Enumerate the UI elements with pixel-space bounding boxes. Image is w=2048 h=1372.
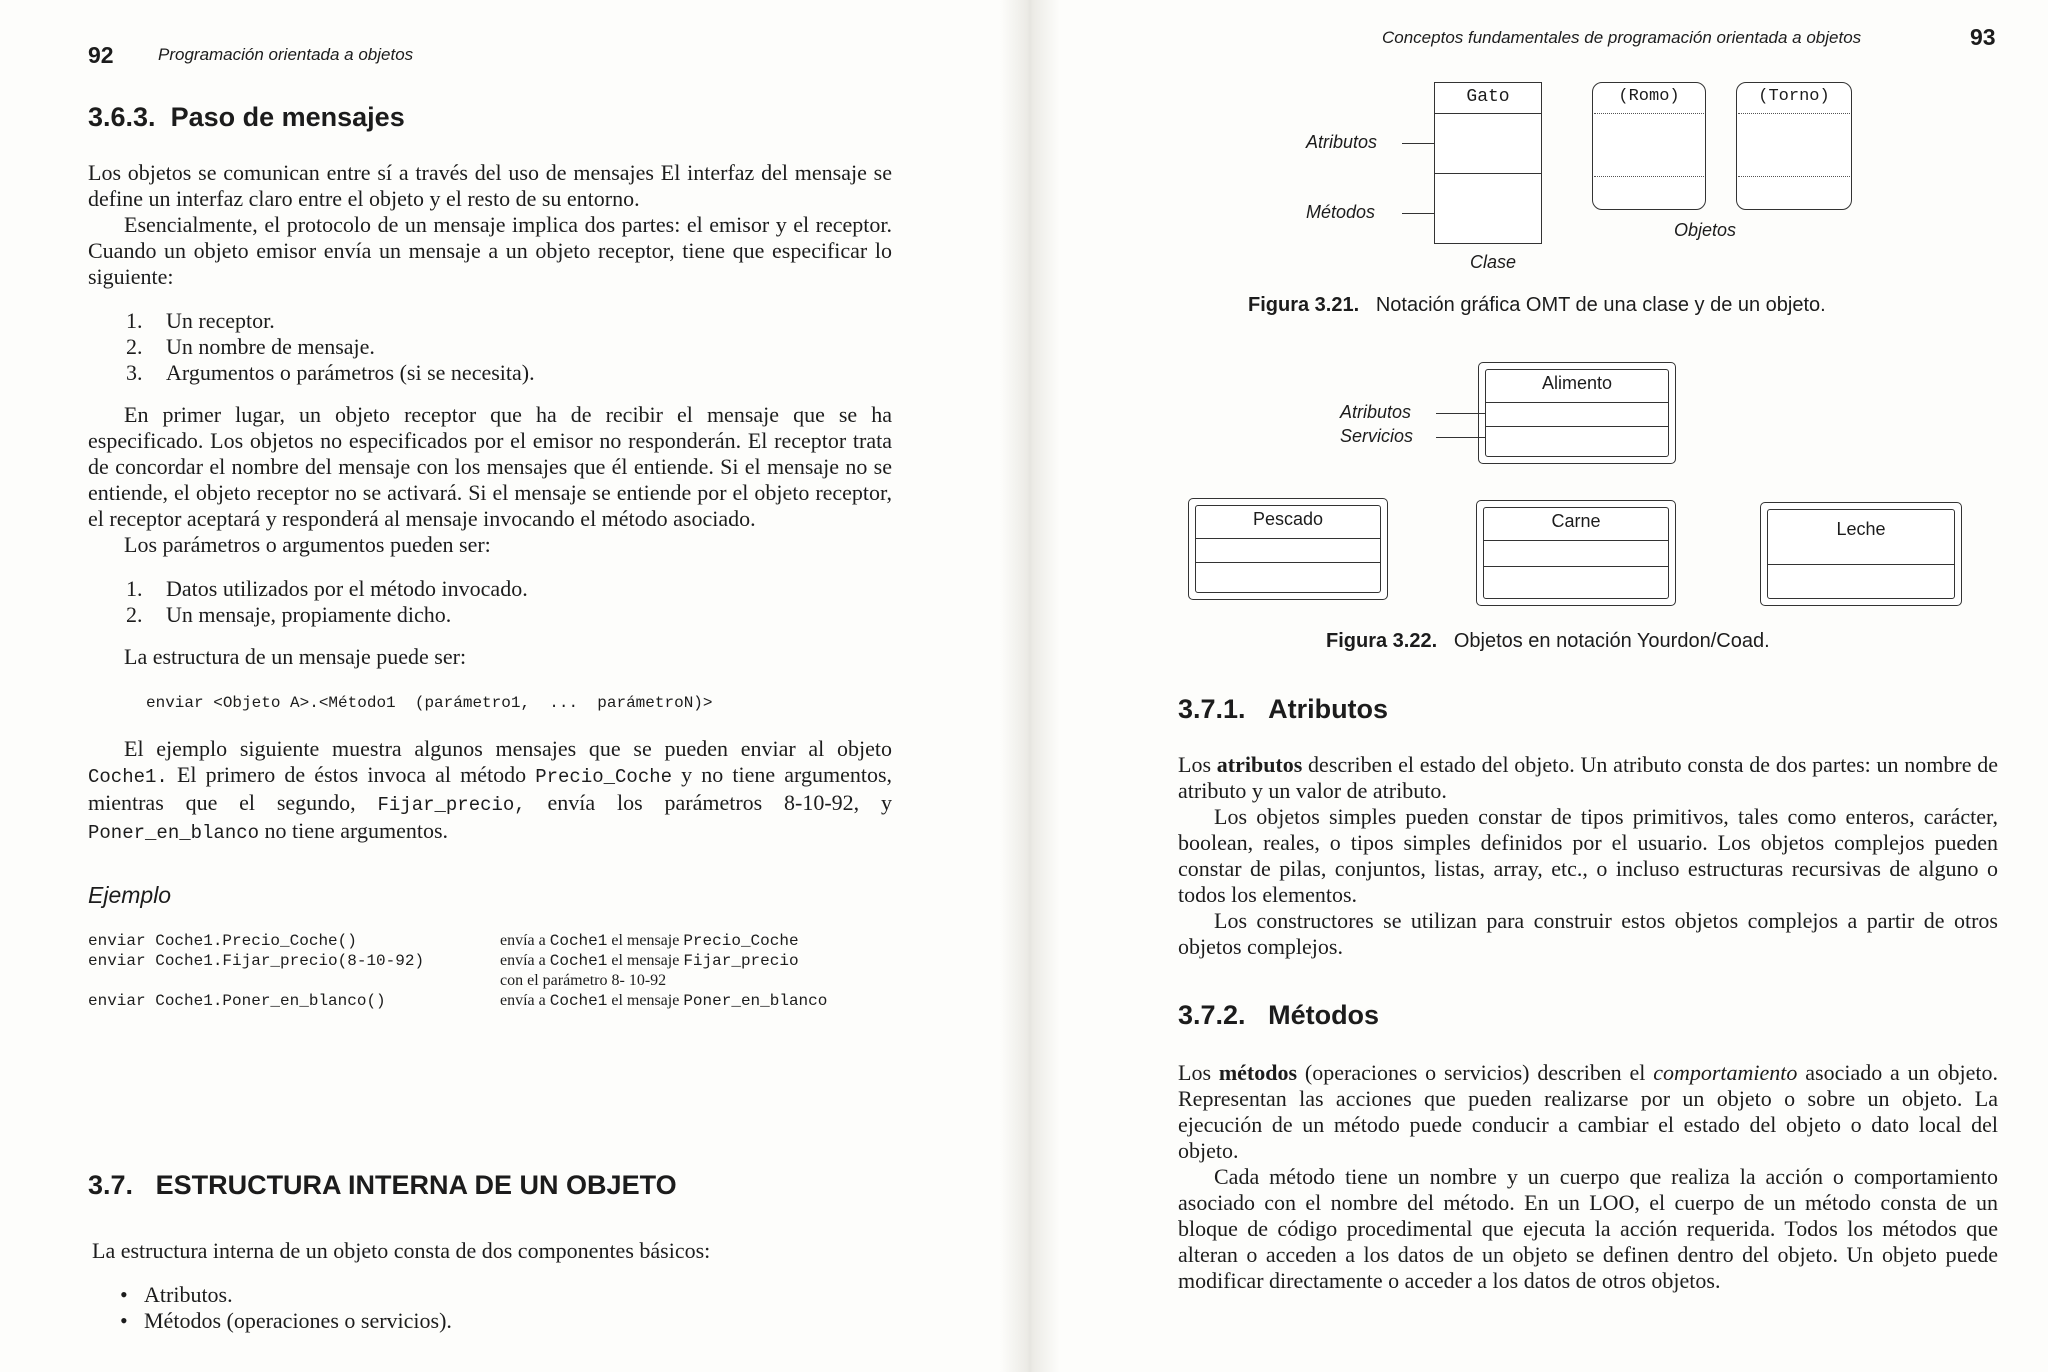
section-heading-3-6-3: 3.6.3. Paso de mensajes xyxy=(88,102,405,132)
methods-body xyxy=(1178,1060,1998,1294)
methods-label: Métodos xyxy=(1306,202,1376,222)
attributes-label: Atributos xyxy=(1340,402,1412,422)
paragraph: Los objetos simples pueden constar de tipos primitivos, tales como enteros, carácter, boolean, reales, o tipos simples definidos por el usuario. Los objetos complejos pueden constar de pilas, conjuntos, listas, array, etc., o incluso estructuras recursivas de alguno o todos los elementos. xyxy=(1178,804,1998,907)
list-item: 1. Un receptor. xyxy=(126,308,275,333)
example-table xyxy=(88,931,827,1011)
class-label: Clase xyxy=(1470,252,1517,272)
table-row: enviar Coche1.Precio_Coche() envía a Coche1 el mensaje Precio_Coche xyxy=(88,932,799,950)
paragraph: Cada método tiene un nombre y un cuerpo que realiza la acción o comportamiento asociado con el nombre del método. En un LOO, el cuerpo de un método consta de un bloque de código procedimental que ejecuta la acción requerida. Todos los métodos que alteran o acceden a los datos de un objeto se definen dentro del objeto. Un objeto puede modificar directamente o acceder a los datos de otros objetos. xyxy=(1178,1164,1998,1293)
object-box-torno: (Torno) xyxy=(1736,82,1852,210)
services-label: Servicios xyxy=(1340,426,1414,446)
right-page xyxy=(1030,0,2048,1372)
table-row: enviar Coche1.Poner_en_blanco() envía a Coche1 el mensaje Poner_en_blanco xyxy=(88,992,828,1010)
page-number: 92 xyxy=(88,42,114,68)
page-number: 93 xyxy=(1970,24,1996,50)
list-item: • Atributos. xyxy=(120,1282,233,1307)
receiver-list xyxy=(126,308,892,386)
running-head: Conceptos fundamentales de programación orientada a objetos xyxy=(1382,28,1862,47)
attributes-label: Atributos xyxy=(1306,132,1378,152)
left-body xyxy=(88,160,892,1011)
figure-caption: Figura 3.21. Notación gráfica OMT de una clase y de un objeto. xyxy=(1248,294,1826,316)
paragraph: En primer lugar, un objeto receptor que ha de recibir el mensaje que se ha especificado. Los objetos no especificados por el emisor no responderán. El receptor trata de concordar el nombre del mensaje con los mensajes que él entiende. Si el mensaje no se entiende, el objeto receptor no se activará. Si el mensaje se entiende por el objeto receptor, el receptor aceptará y responderá al mensaje invocando el método asociado. xyxy=(88,402,892,531)
example-heading: Ejemplo xyxy=(88,882,172,908)
figure-3-22 xyxy=(1030,350,2048,660)
list-item: 2. Un nombre de mensaje. xyxy=(126,334,375,359)
running-head: Programación orientada a objetos xyxy=(158,45,414,64)
paragraph: La estructura interna de un objeto consta de dos componentes básicos: xyxy=(92,1238,711,1263)
paragraph: Los atributos describen el estado del objeto. Un atributo consta de dos partes: un nombre de atributo y un valor de atributo. xyxy=(1178,752,1998,803)
paragraph: Los métodos (operaciones o servicios) describen el comportamiento asociado a un objeto. Representan las acciones que pueden realizarse por un objeto o sobre un objeto. La ejecución de un método puede conducir a cambiar el estado del objeto o dato local del objeto. xyxy=(1178,1060,1998,1163)
objects-label: Objetos xyxy=(1674,220,1737,240)
list-item: 1. Datos utilizados por el método invocado. xyxy=(126,576,528,601)
section-heading-3-7: 3.7. ESTRUCTURA INTERNA DE UN OBJETO xyxy=(88,1170,677,1200)
code-line: enviar <Objeto A>.<Método1 (parámetro1, ... parámetroN)> xyxy=(146,694,713,712)
class-box-pescado: Pescado xyxy=(1188,498,1388,600)
component-bullets xyxy=(120,1282,452,1334)
paragraph: Esencialmente, el protocolo de un mensaje implica dos partes: el emisor y el receptor. Cuando un objeto emisor envía un mensaje a un objeto receptor, tiene que especificar lo siguiente: xyxy=(88,212,892,289)
object-box-romo: (Romo) xyxy=(1592,82,1706,210)
table-row: enviar Coche1.Fijar_precio(8-10-92) envía a Coche1 el mensaje Fijar_precio con el parámetro 8- 10-92 xyxy=(88,952,799,989)
list-item: 3. Argumentos o parámetros (si se necesita). xyxy=(126,360,535,385)
parameter-list xyxy=(126,576,892,628)
list-item: • Métodos (operaciones o servicios). xyxy=(120,1308,452,1333)
section-heading-3-7-1: 3.7.1. Atributos xyxy=(1178,694,1389,724)
figure-caption: Figura 3.22. Objetos en notación Yourdon/Coad. xyxy=(1326,630,1770,652)
paragraph-example-intro: El ejemplo siguiente muestra algunos mensajes que se pueden enviar al objeto Coche1. El primero de éstos invoca al método Precio_Coche y no tiene argumentos, mientras que el segundo, Fijar_precio, envía los parámetros 8-10-92, y Poner_en_blanco no tiene argumentos. xyxy=(88,736,893,844)
paragraph: Los constructores se utilizan para construir estos objetos complejos a partir de otros objetos complejos. xyxy=(1178,908,1998,959)
list-item: 2. Un mensaje, propiamente dicho. xyxy=(126,602,452,627)
paragraph: Los objetos se comunican entre sí a través del uso de mensajes El interfaz del mensaje se define un interfaz claro entre el objeto y el resto de su entorno. xyxy=(88,160,892,211)
class-box-alimento: Alimento xyxy=(1478,362,1676,464)
class-box-leche: Leche xyxy=(1760,502,1962,606)
class-box-carne: Carne xyxy=(1476,500,1676,606)
paragraph: La estructura de un mensaje puede ser: xyxy=(124,644,467,669)
figure-3-21 xyxy=(1030,0,2048,330)
attributes-body xyxy=(1178,752,1998,960)
section-heading-3-7-2: 3.7.2. Métodos xyxy=(1178,1000,1380,1030)
class-box-gato: Gato xyxy=(1434,82,1542,244)
paragraph: Los parámetros o argumentos pueden ser: xyxy=(124,532,491,557)
